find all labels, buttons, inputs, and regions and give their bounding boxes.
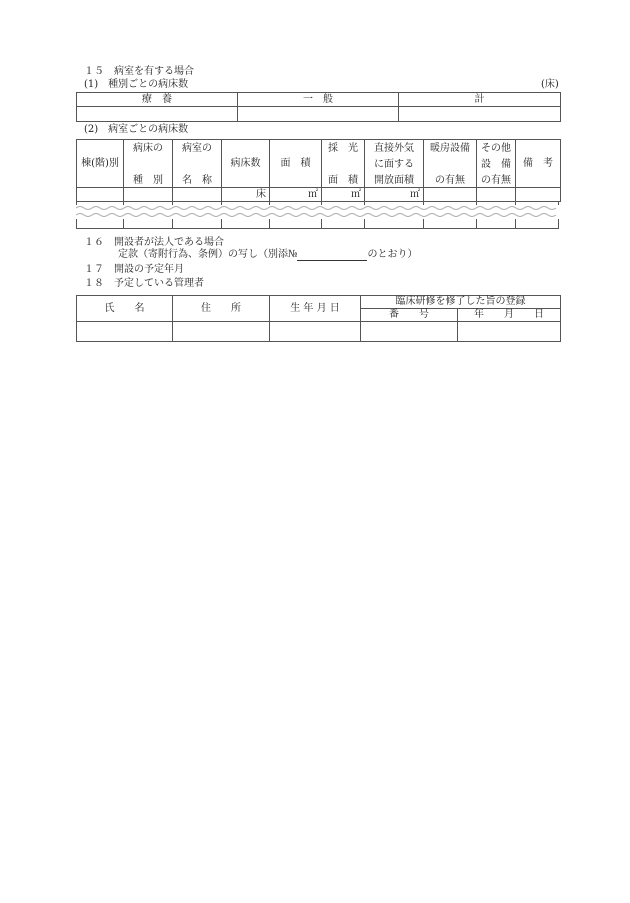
cell-name[interactable]: [77, 322, 173, 342]
bed-count-by-type-table: [76, 92, 561, 122]
cell-tou[interactable]: [77, 188, 124, 202]
hdr-saiko: [322, 140, 365, 188]
hdr-name: 氏 名: [77, 296, 173, 322]
cell-saiko[interactable]: ㎡: [322, 188, 365, 202]
hdr-danbo: [424, 140, 477, 188]
hdr-saiko-top: 採 光: [328, 143, 358, 154]
section-16-heading: １６ 開設者が法人である場合: [84, 237, 224, 248]
hdr-sonota-2: 設 備: [481, 159, 511, 170]
hdr-reg-date: 年 月 日: [458, 309, 561, 322]
cell-address[interactable]: [173, 322, 270, 342]
section-15-sub1: (1) 種別ごとの病床数: [84, 79, 189, 90]
hdr-sonota-3: の有無: [481, 175, 511, 186]
hdr-birth: 生 年 月 日: [270, 296, 361, 322]
cell-birth[interactable]: [270, 322, 361, 342]
hdr-saiko-bottom: 面 積: [328, 175, 358, 186]
hdr-address: 住 所: [173, 296, 270, 322]
articles-suffix: のとおり）: [367, 249, 418, 260]
hdr-shubetsu: [124, 140, 173, 188]
section-16-line: [118, 249, 417, 261]
hdr-meisho-top: 病室の: [182, 143, 212, 154]
bed-count-by-room-table: [76, 139, 561, 202]
col-kei: 計: [399, 93, 561, 107]
manager-table: [76, 295, 561, 342]
hdr-meisho: [173, 140, 222, 188]
cell-reg-date[interactable]: [458, 322, 561, 342]
hdr-sonota: [477, 140, 516, 188]
section-17-heading: １７ 開設の予定年月: [84, 264, 184, 275]
col-ryoyo: 療 養: [77, 93, 238, 107]
hdr-meisho-bottom: 名 称: [182, 175, 212, 186]
cell-kei[interactable]: [399, 107, 561, 122]
cell-chokusetsu[interactable]: ㎡: [365, 188, 424, 202]
cell-ryoyo[interactable]: [77, 107, 238, 122]
attachment-number-field[interactable]: [297, 250, 367, 261]
section-18-heading: １８ 予定している管理者: [84, 278, 204, 289]
cell-danbo[interactable]: [424, 188, 477, 202]
hdr-shubetsu-top: 病床の: [133, 143, 163, 154]
hdr-biko: 備 考: [516, 140, 561, 188]
unit-label: (床): [541, 79, 559, 90]
cell-ippan[interactable]: [238, 107, 399, 122]
section-15-heading: １５ 病室を有する場合: [84, 66, 194, 77]
hdr-reg-number: 番 号: [361, 309, 458, 322]
hdr-menseki: 面 積: [270, 140, 322, 188]
cell-biko[interactable]: [516, 188, 561, 202]
cell-byoshosu[interactable]: 床: [222, 188, 270, 202]
hdr-tou: 棟(階)別: [77, 140, 124, 188]
hdr-chokusetsu-2: に面する: [374, 159, 414, 170]
hdr-danbo-top: 暖房設備: [430, 143, 470, 154]
cell-sonota[interactable]: [477, 188, 516, 202]
section-15-sub2: (2) 病室ごとの病床数: [84, 124, 189, 135]
cell-shubetsu[interactable]: [124, 188, 173, 202]
cell-menseki[interactable]: ㎡: [270, 188, 322, 202]
hdr-chokusetsu-3: 開放面積: [374, 175, 414, 186]
cell-reg-number[interactable]: [361, 322, 458, 342]
hdr-byoshosu: 病床数: [222, 140, 270, 188]
hdr-chokusetsu-1: 直接外気: [374, 143, 414, 154]
table-break-marks: [76, 201, 559, 231]
col-ippan: 一 般: [238, 93, 399, 107]
articles-prefix: 定款（寄附行為、条例）の写し（別添№: [118, 249, 298, 260]
hdr-shubetsu-bottom: 種 別: [133, 175, 163, 186]
cell-meisho[interactable]: [173, 188, 222, 202]
hdr-sonota-1: その他: [481, 143, 511, 154]
hdr-chokusetsu: [365, 140, 424, 188]
hdr-registration: 臨床研修を修了した旨の登録: [361, 296, 561, 309]
hdr-danbo-bottom: の有無: [435, 175, 465, 186]
